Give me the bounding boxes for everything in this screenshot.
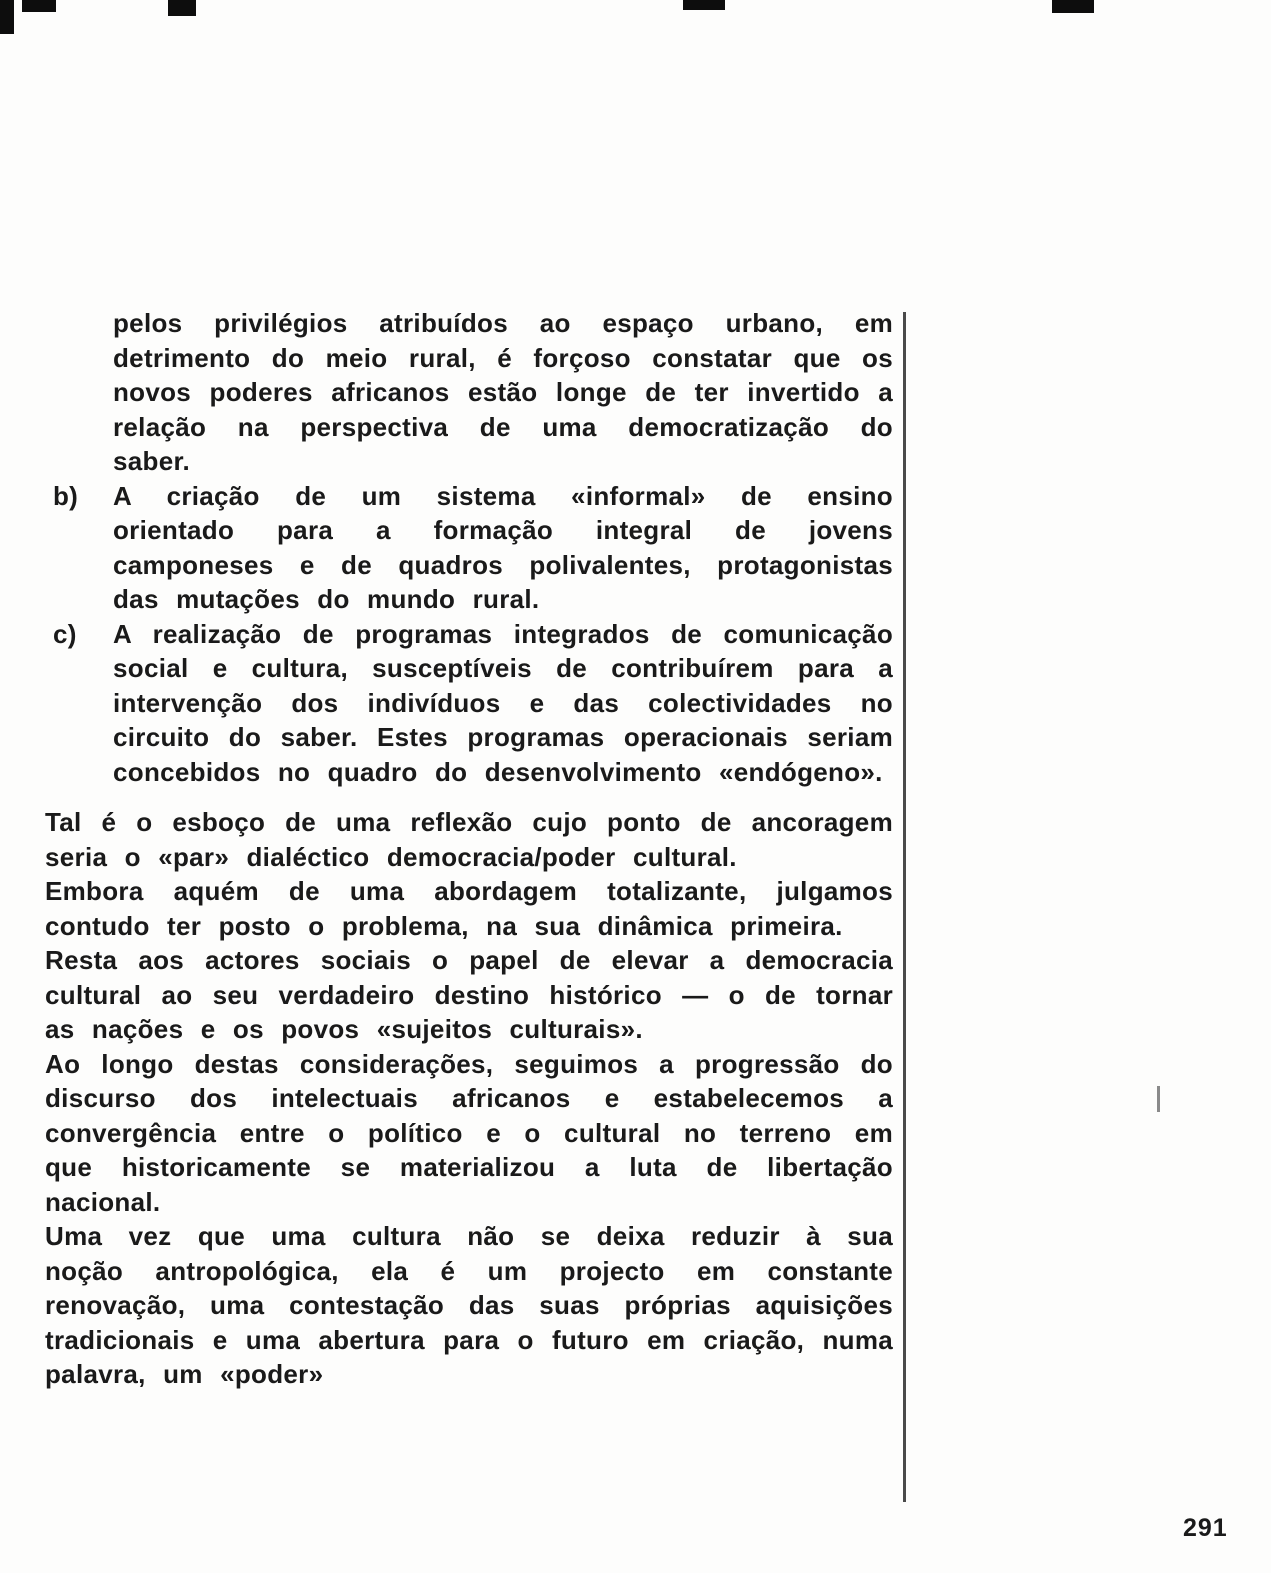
- text-column: [45, 306, 893, 1392]
- scan-artifact: [168, 0, 196, 16]
- scan-artifact: [1052, 0, 1094, 13]
- scan-artifact: [22, 0, 56, 12]
- paragraph: Ao longo destas considerações, seguimos a progressão do discurso dos intelectuais africanos e estabelecemos a convergência entre o político e o cultural no terreno em que historicamente se materializou a luta de libertação nacional.: [45, 1048, 893, 1217]
- paragraph: Resta aos actores sociais o papel de elevar a democracia cultural ao seu verdadeiro destino histórico — o de tornar as nações e os povos «sujeitos culturais».: [45, 945, 893, 1044]
- list-item-a-continuation: [113, 306, 893, 479]
- list-item-c: [53, 617, 893, 790]
- scan-artifact: [1157, 1086, 1160, 1112]
- list-item-text: A criação de um sistema «informal» de ensino orientado para a formação integral de jovens camponeses e de quadros polivalentes, protagonistas das mutações do mundo rural.: [113, 480, 893, 614]
- paragraph: Embora aquém de uma abordagem totalizante, julgamos contudo ter posto o problema, na sua dinâmica primeira.: [45, 876, 893, 941]
- list-item-label: c): [53, 618, 77, 649]
- paragraph: Tal é o esboço de uma reflexão cujo ponto de ancoragem seria o «par» dialéctico democracia/poder cultural.: [45, 807, 893, 872]
- scan-artifact: [683, 0, 725, 10]
- margin-rule: [903, 312, 906, 1502]
- list-item-text: pelos privilégios atribuídos ao espaço urbano, em detrimento do meio rural, é forçoso constatar que os novos poderes africanos estão longe de ter invertido a relação na perspectiva de uma democratização do saber.: [113, 308, 893, 476]
- page-number: 291: [1183, 1514, 1228, 1542]
- scan-artifact: [0, 0, 14, 34]
- list-item-b: [53, 479, 893, 617]
- body-paragraphs: [45, 805, 893, 1392]
- list-item-label: b): [53, 480, 79, 511]
- list-item-text: A realização de programas integrados de comunicação social e cultura, susceptíveis de contribuírem para a intervenção dos indivíduos e das colectividades no circuito do saber. Estes programas operacionais seriam concebidos no quadro do desenvolvimento «endógeno».: [113, 618, 893, 787]
- paragraph: Uma vez que uma cultura não se deixa reduzir à sua noção antropológica, ela é um projecto em constante renovação, uma contestação das suas próprias aquisições tradicionais e uma abertura para o futuro em criação, numa palavra, um «poder»: [45, 1221, 893, 1389]
